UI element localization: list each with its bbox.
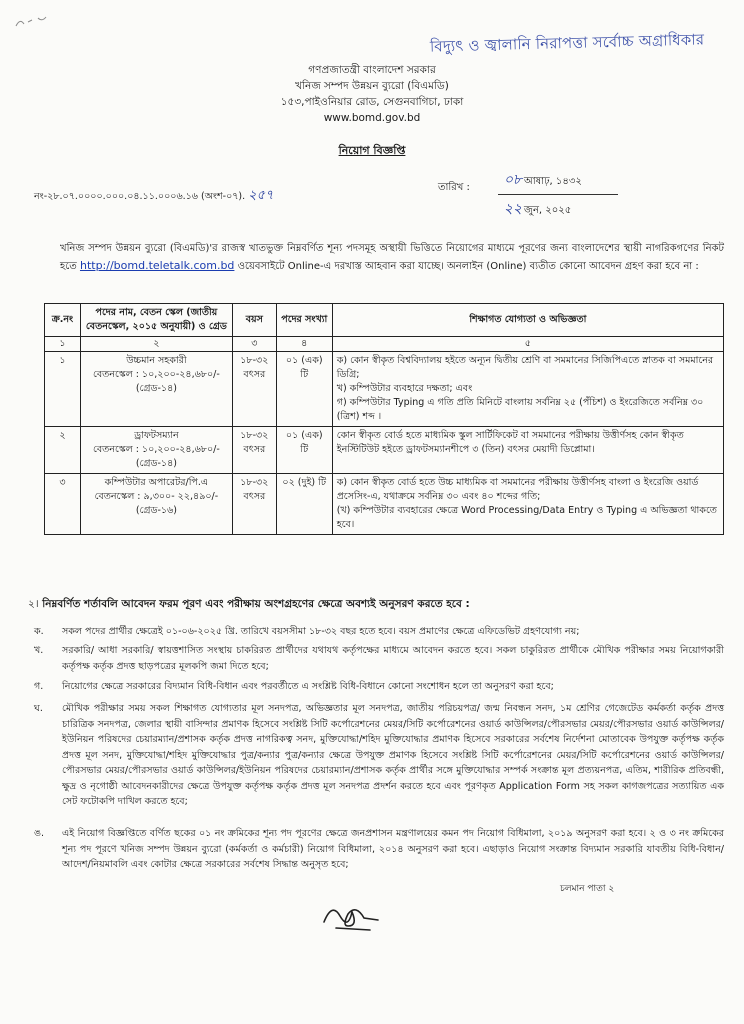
- memo-handwritten-number: ২৫৭: [248, 188, 274, 203]
- continued-note: চলমান পাতা ২: [560, 884, 615, 894]
- qualification-item: ক) কোন স্বীকৃত বিশ্ববিদ্যালয় হইতে অন্যূন দ্বিতীয় শ্রেণি বা সমমানের সিজিপিএতে স্নাতক বা সমমানের ডিগ্রি;: [336, 355, 714, 380]
- column-number-row: [45, 337, 724, 352]
- office-address: ১৫৩,পাইওনিয়ার রোড, সেগুনবাগিচা, ঢাকা: [280, 96, 464, 108]
- condition-text: এই নিয়োগ বিজ্ঞপ্তিতে বর্ণিত ছকের ০১ নং ক্রমিকের শূন্য পদ পূরণের ক্ষেত্রে জনপ্রশাসন মন্ত্রণালয়ের কমন পদ নিয়োগ বিধিমালা, ২০১৯ অনুসরণ করা হবে। ২ ও ৩ নং ক্রমিকের শূন্য পদ পূরণে খনিজ সম্পদ উন্নয়ন ব্যুরো (কর্মকর্তা ও কর্মচারী) নিয়োগ বিধিমালা, ২০১৪ অনুসরণ করা হবে। এছাড়াও নিয়োগ সংক্রান্ত বিদ্যমান সরকারি যাবতীয় বিধি-বিধান/আদেশ/নিয়মাবলি এবং কোটার ক্ষেত্রে সরকারের সর্বশেষ সিদ্ধান্ত অনুসৃত হবে;: [62, 828, 724, 870]
- qualification-cell: [332, 427, 723, 474]
- pay-scale: বেতনস্কেল : ৯,৩০০- ২২,৪৯০/-: [94, 491, 219, 502]
- condition-item: [34, 643, 724, 674]
- condition-item: [34, 624, 724, 640]
- row-serial: ২: [45, 427, 81, 474]
- condition-marker: গ.: [34, 681, 44, 692]
- condition-text: নিয়োগের ক্ষেত্রে সরকারের বিদ্যমান বিধি-বিধান এবং পরবর্তীতে এ সংশ্লিষ্ট বিধি-বিধানে কোনো সংশোধন হলে তা অনুসরণ করা হবে;: [62, 681, 554, 692]
- corner-scribble: [14, 14, 54, 32]
- qualification-item: (খ) কম্পিউটার ব্যবহারের ক্ষেত্রে Word Processing/Data Entry ও Typing এ অভিজ্ঞতা থাকতে হবে।: [336, 505, 717, 530]
- condition-marker: ক.: [34, 626, 44, 637]
- header-serial: ক্র.নং: [45, 304, 81, 337]
- condition-item: [34, 679, 724, 695]
- post-cell: [80, 427, 232, 474]
- table-header-row: [45, 304, 724, 337]
- teletalk-link[interactable]: http://bomd.teletalk.com.bd: [79, 259, 235, 272]
- post-count: ০১ (এক) টি: [276, 352, 332, 427]
- column-number: ৩: [232, 337, 276, 352]
- table-row: [45, 474, 724, 535]
- column-number: ২: [80, 337, 232, 352]
- qualification-cell: [332, 352, 723, 427]
- section-heading: নিম্নবর্ণিত শর্তাবলি আবেদন ফরম পূরণ এবং পরীক্ষায় অংশগ্রহণের ক্ষেত্রে অবশ্যই অনুসরণ করতে হবে :: [42, 598, 470, 610]
- age-limit: ১৮-৩২ বৎসর: [232, 474, 276, 535]
- date-label: তারিখ :: [438, 182, 470, 193]
- grade: (গ্রেড-১৪): [135, 383, 177, 394]
- post-cell: [80, 474, 232, 535]
- table-row: [45, 427, 724, 474]
- post-name: ড্রাফটসম্যান: [134, 430, 179, 441]
- grade: (গ্রেড-১৪): [135, 458, 177, 469]
- qualification-item: গ) কম্পিউটার Typing এ গতি প্রতি মিনিটে বাংলায় সর্বনিম্ন ২৫ (পঁচিশ) ও ইংরেজিতে সর্বনিম্ন ৩০ (ত্রিশ) শব্দ ।: [336, 397, 704, 422]
- condition-item: [34, 826, 724, 873]
- condition-marker: খ.: [34, 645, 44, 656]
- priority-stamp: বিদ্যুৎ ও জ্বালানি নিরাপত্তা সর্বোচ্চ অগ্রাধিকার: [429, 30, 705, 56]
- memo-number: [34, 186, 274, 207]
- letterhead: [0, 62, 744, 126]
- post-count: ০২ (দুই) টি: [276, 474, 332, 535]
- post-name: উচ্চমান সহকারী: [126, 355, 187, 366]
- post-count: ০১ (এক) টি: [276, 427, 332, 474]
- grade: (গ্রেড-১৬): [135, 505, 177, 516]
- row-serial: ৩: [45, 474, 81, 535]
- bangla-date: [498, 168, 648, 192]
- notice-title: [0, 142, 744, 161]
- intro-text-end: ওয়েবসাইটে Online-এ দরখাস্ত আহবান করা যাচ্ছে। অনলাইন (Online) ব্যতীত কোনো আবেদন গ্রহণ করা হবে না :: [234, 261, 699, 272]
- office-name: খনিজ সম্পদ উন্নয়ন ব্যুরো (বিএমডি): [295, 80, 449, 92]
- english-month-year: জুন, ২০২৫: [524, 205, 572, 216]
- bangla-month-year: আষাঢ়, ১৪৩২: [524, 176, 582, 187]
- age-limit: ১৮-৩২ বৎসর: [232, 427, 276, 474]
- intro-paragraph: [60, 240, 724, 275]
- pay-scale: বেতনস্কেল : ১০,২০০-২৪,৬৮০/-: [93, 369, 220, 380]
- row-serial: ১: [45, 352, 81, 427]
- qualification-item: খ) কম্পিউটার ব্যবহারে দক্ষতা; এবং: [336, 383, 473, 394]
- condition-text: সকল পদের প্রার্থীর ক্ষেত্রেই ০১-০৬-২০২৫ খ্রি. তারিখে বয়সসীমা ১৮-৩২ বছর হতে হবে। বয়স প্রমাণের ক্ষেত্রে এফিডেভিট গ্রহণযোগ্য নয়;: [62, 626, 580, 637]
- date-block: [498, 168, 648, 221]
- header-count: পদের সংখ্যা: [276, 304, 332, 337]
- intro-text-start: খনিজ সম্পদ উন্নয়ন ব্যুরো (বিএমডি)'র রাজস্ব খাতভুক্ত নিম্নবর্ণিত শূন্য পদসমূহ অস্থায়ী ভিত্তিতে নিয়োগের মাধ্যমে পূরণের জন্য বাংলাদেশের স্থায়ী নাগরিকগণের নিকট হতে: [60, 243, 724, 272]
- english-date: [498, 197, 648, 221]
- column-number: ১: [45, 337, 81, 352]
- section-number: ২।: [28, 598, 39, 610]
- condition-text: সরকারি/ আধা সরকারি/ স্বায়ত্তশাসিত সংস্থায় চাকরিরত প্রার্থীদের যথাযথ কর্তৃপক্ষের মাধ্যমে আবেদন করতে হবে। সকল চাকুরিরত প্রার্থীকে মৌখিক পরীক্ষার সময় নিয়োগকারী কর্তৃপক্ষ কর্তৃক প্রদত্ত ছাড়পত্রের মূলকপি জমা দিতে হবে;: [62, 645, 724, 672]
- condition-item: [34, 701, 724, 810]
- table-row: [45, 352, 724, 427]
- signature: [318, 896, 388, 936]
- conditions-heading: [28, 597, 470, 614]
- qualification-cell: [332, 474, 723, 535]
- memo-number-text: নং-২৮.০৭.০০০০.০০০.০৪.১১.০০০৬.১৬ (অংশ-০৭).: [34, 191, 246, 202]
- pay-scale: বেতনস্কেল : ১০,২০০-২৪,৬৮০/-: [93, 444, 220, 455]
- condition-marker: ঘ.: [34, 703, 43, 714]
- english-day: ২২: [503, 201, 522, 217]
- column-number: ৫: [332, 337, 723, 352]
- website-link[interactable]: www.bomd.gov.bd: [323, 112, 421, 124]
- notice-title-text: নিয়োগ বিজ্ঞপ্তি: [338, 144, 406, 157]
- bangla-day: ০৮: [503, 172, 522, 188]
- post-cell: [80, 352, 232, 427]
- age-limit: ১৮-৩২ বৎসর: [232, 352, 276, 427]
- post-name: কম্পিউটার অপারেটর/পি.এ: [104, 477, 209, 488]
- header-post: পদের নাম, বেতন স্কেল (জাতীয় বেতনস্কেল, ২০১৫ অনুযায়ী) ও গ্রেড: [80, 304, 232, 337]
- qualification-item: কোন স্বীকৃত বোর্ড হতে মাধ্যমিক স্কুল সার্টিফিকেট বা সমমানের পরীক্ষায় উত্তীর্ণসহ কোন স্বীকৃত ইনস্টিটিউট হইতে ড্রাফটসম্যানশীপে ৩ (তিন) বৎসর মেয়াদী ডিপ্লোমা।: [336, 430, 684, 455]
- header-qualification: শিক্ষাগত যোগ্যতা ও অভিজ্ঞতা: [332, 304, 723, 337]
- condition-text: মৌখিক পরীক্ষার সময় সকল শিক্ষাগত যোগ্যতার মূল সনদপত্র, অভিজ্ঞতার মূল সনদপত্র, জাতীয় পরিচয়পত্র/ জন্ম নিবন্ধন সনদ, ১ম শ্রেণির গেজেটেড কর্মকর্তা কর্তৃক প্রদত্ত চারিত্রিক সনদপত্র, জেলার স্থায়ী বাসিন্দার প্রমাণক হিসেবে সংশ্লিষ্ট সিটি কর্পোরেশনের মেয়র/সিটি কর্পোরেশনের ওয়ার্ড কাউন্সিলর/পৌরসভার মেয়র/পৌরসভার ওয়ার্ড কাউন্সিলর/ইউনিয়ন পরিষদের চেয়ারম্যান/প্রশাসক কর্তৃক প্রদত্ত নাগরিকত্ব সনদ, মুক্তিযোদ্ধা/শহিদ মুক্তিযোদ্ধার প্রমাণক হিসেবে সরকারের সর্বশেষ নির্দেশনা মোতাবেক উপযুক্ত কর্তৃপক্ষ কর্তৃক প্রদত্ত মূল সনদ, মুক্তিযোদ্ধা/শহিদ মুক্তিযোদ্ধার পুত্র/কন্যার পুত্র/কন্যার ক্ষেত্রে উপযুক্ত প্রমাণক হিসেবে সংশ্লিষ্ট সিটি কর্পোরেশনের মেয়র/সিটি কর্পোরেশনের ওয়ার্ড কাউন্সিলর/পৌরসভার মেয়র/পৌরসভার ওয়ার্ড কাউন্সিলর/ইউনিয়ন পরিষদের চেয়ারম্যান/প্রশাসক কর্তৃক প্রার্থীর সঙ্গে মুক্তিযোদ্ধার সম্পর্ক সংক্রান্ত মূল প্রত্যয়নপত্র, এতিম, শারীরিক প্রতিবন্ধী, ক্ষুদ্র ও নৃগোষ্ঠী আবেদনকারীদের ক্ষেত্রে উপযুক্ত কর্তৃপক্ষ কর্তৃক প্রদত্ত মূল সনদপত্র প্রদর্শন করতে হবে এবং পূরণকৃত Application Form সহ সকল কাগজপত্রের সত্যায়িত এক সেট ফটোকপি দাখিল করতে হবে;: [62, 703, 724, 807]
- condition-marker: ঙ.: [34, 828, 44, 839]
- header-age: বয়স: [232, 304, 276, 337]
- vacancy-table: [44, 303, 724, 535]
- column-number: ৪: [276, 337, 332, 352]
- qualification-item: ক) কোন স্বীকৃত বোর্ড হতে উচ্চ মাধ্যমিক বা সমমানের পরীক্ষায় উত্তীর্ণসহ বাংলা ও ইংরেজি ওয়ার্ড প্রসেসিং-এ, যথাক্রমে সর্বনিম্ন ৩০ এবং ৪০ শব্দের গতি;: [336, 477, 699, 502]
- date-divider: [498, 194, 618, 195]
- govt-name: গণপ্রজাতন্ত্রী বাংলাদেশ সরকার: [308, 64, 436, 76]
